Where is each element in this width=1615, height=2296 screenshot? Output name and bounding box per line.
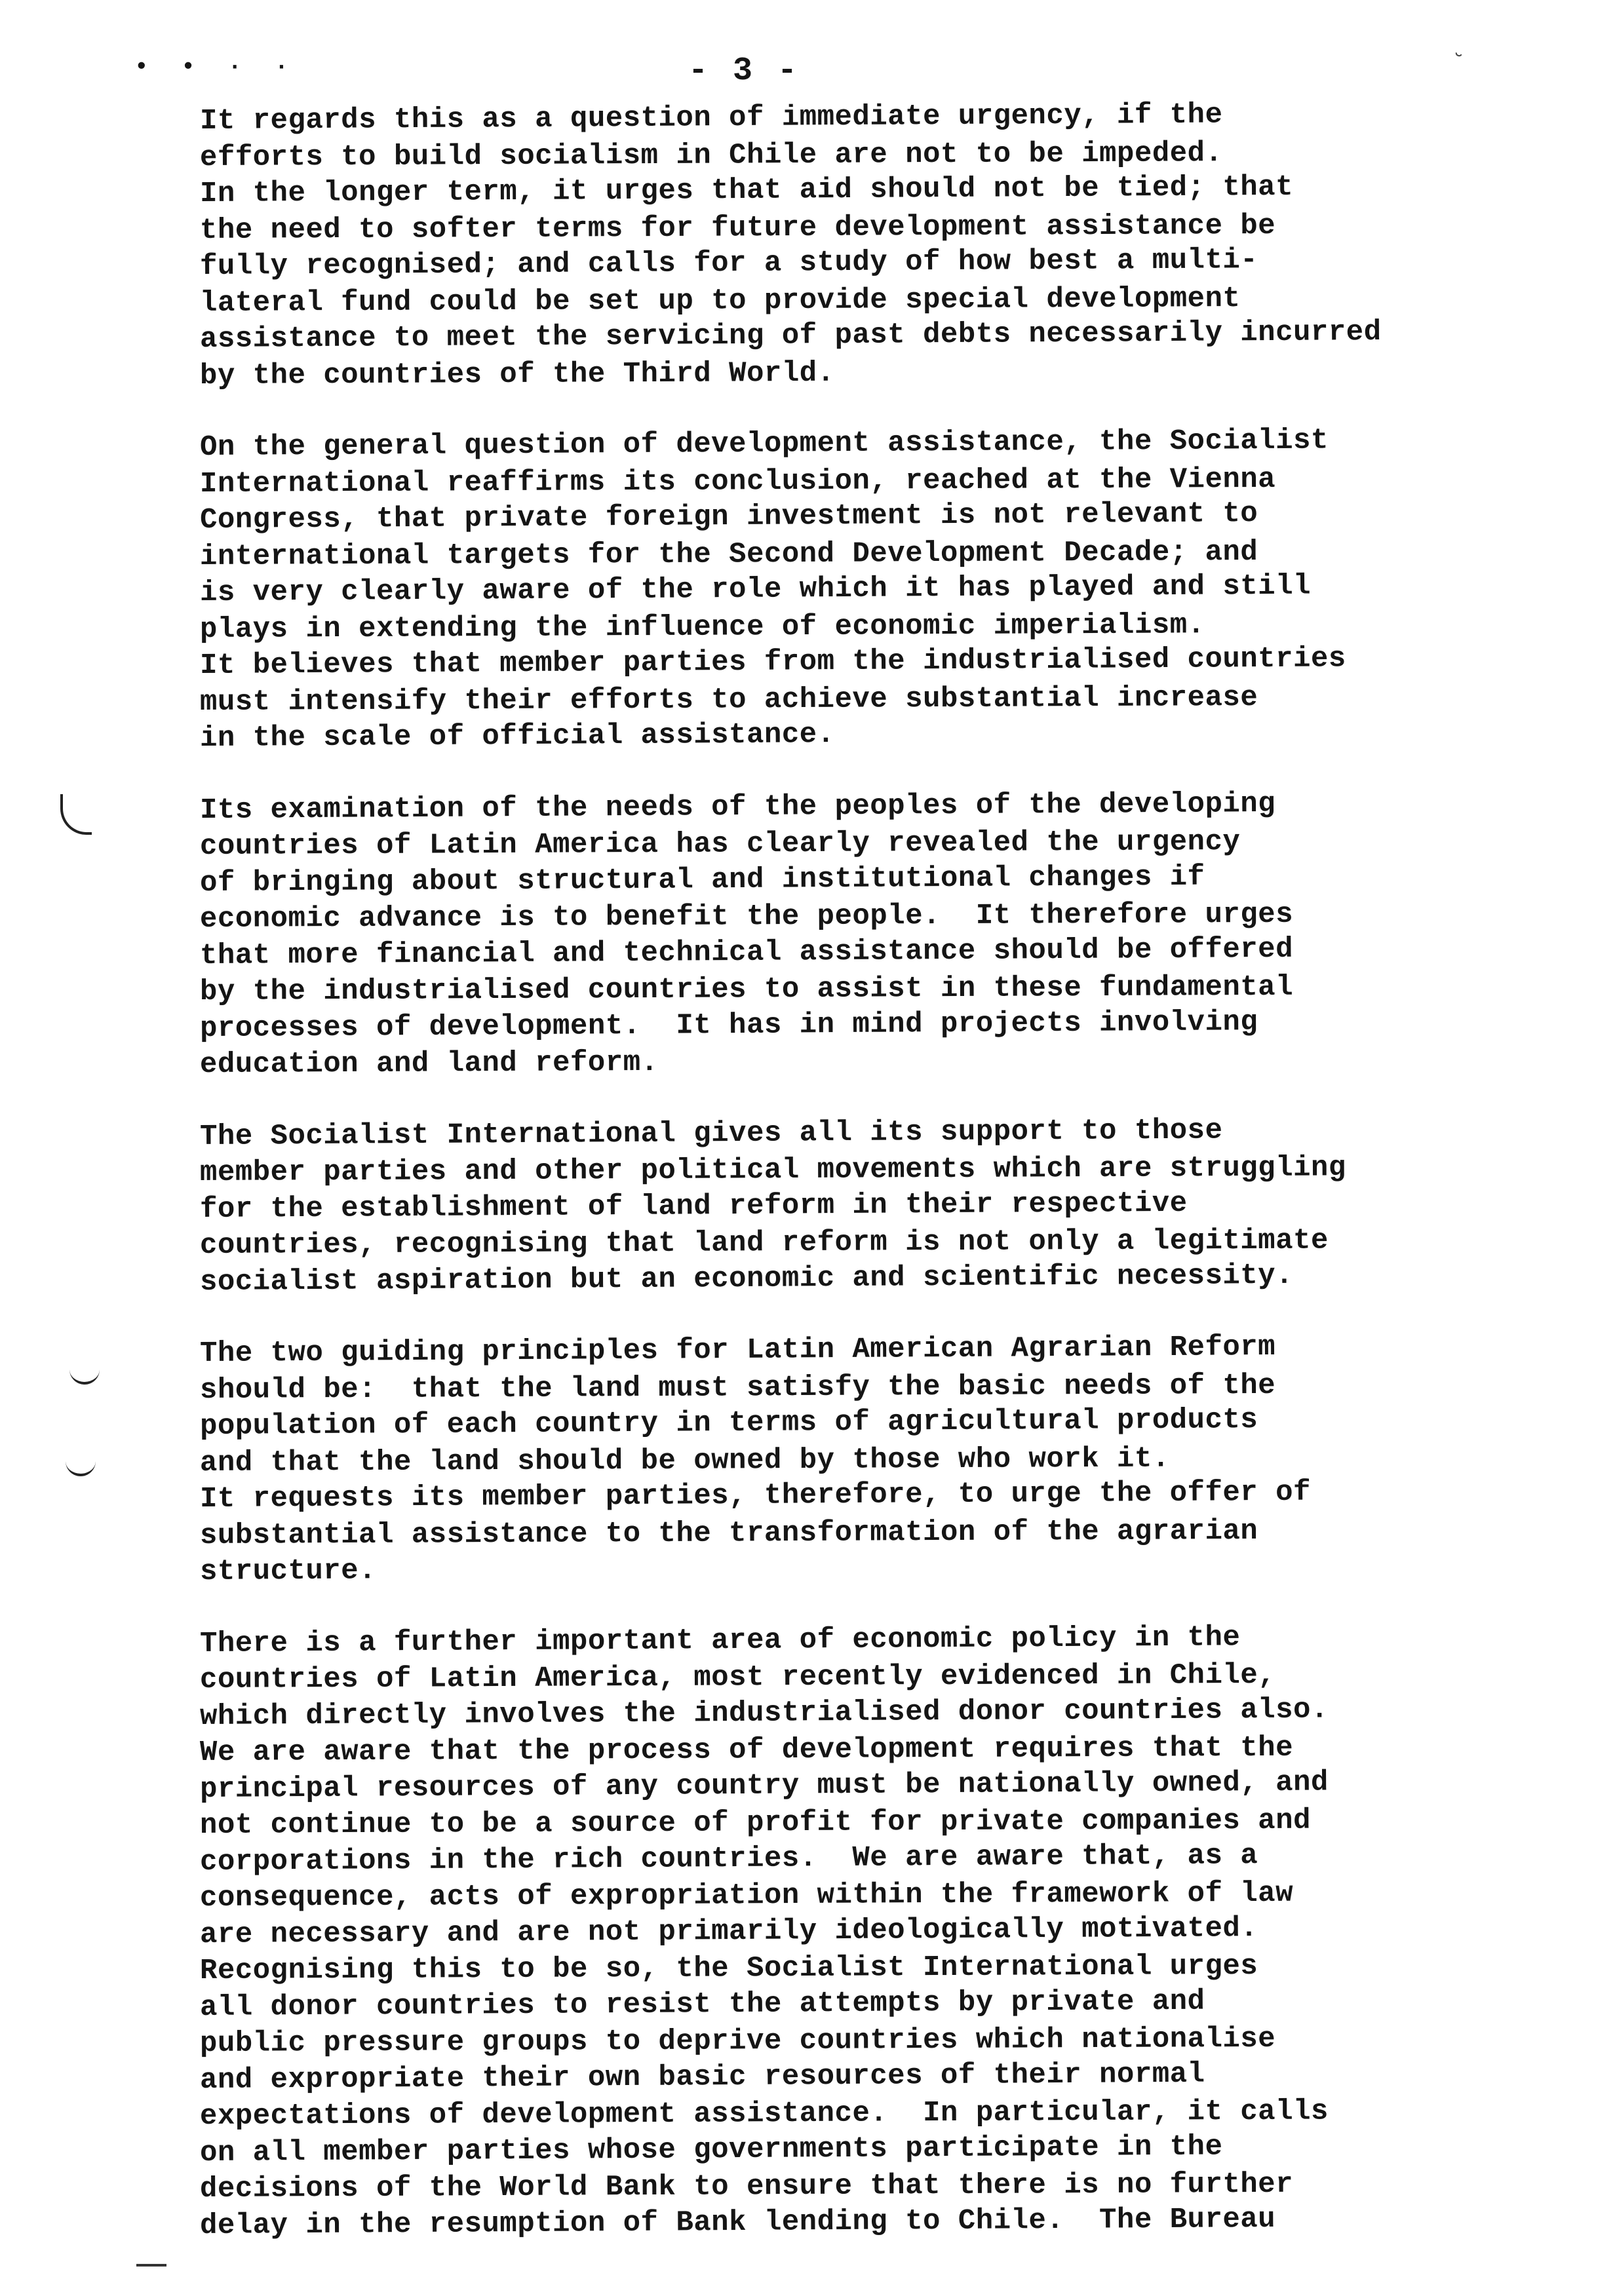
text-line: It requests its member parties, therefore, to urge the offer of (199, 1476, 1312, 1516)
text-line: and that the land should be owned by those who work it. (199, 1442, 1170, 1480)
paragraph-3 (199, 787, 1517, 1084)
text-line: education and land reform. (199, 1046, 659, 1081)
paragraph-4 (199, 1113, 1517, 1301)
text-line: expectations of development assistance. In particular, it calls (199, 2095, 1329, 2133)
text-line: that more financial and technical assistance should be offered (199, 932, 1294, 972)
text-line: by the countries of the Third World. (199, 356, 835, 392)
text-line: The Socialist International gives all its support to those (199, 1113, 1223, 1153)
text-line: for the establishment of land reform in their respective (199, 1187, 1188, 1226)
text-line: are necessary and are not primarily ideologically motivated. (199, 1911, 1258, 1951)
text-line: the need to softer terms for future development assistance be (199, 209, 1276, 247)
text-line: assistance to meet the servicing of past debts necessarily incurred (199, 315, 1382, 356)
margin-curve-mark (66, 1458, 96, 1476)
text-line: structure. (199, 1554, 377, 1588)
body-text (199, 98, 1517, 2280)
text-line: In the longer term, it urges that aid should not be tied; that (199, 170, 1294, 210)
text-line: plays in extending the influence of economic imperialism. (199, 608, 1205, 646)
text-line: is very clearly aware of the role which it has played and still (199, 569, 1312, 609)
text-line: should be: that the land must satisfy the basic needs of the (199, 1369, 1276, 1407)
margin-curve-mark (69, 1366, 100, 1385)
text-line: public pressure groups to deprive countries which nationalise (199, 2022, 1276, 2060)
corner-dots-mark: • • · · (134, 54, 298, 81)
page-number: - 3 - (688, 52, 800, 90)
text-line: We are aware that the process of development requires that the (199, 1731, 1294, 1769)
text-line: It regards this as a question of immediate urgency, if the (199, 98, 1223, 138)
text-line: and expropriate their own basic resources of their normal (199, 2057, 1205, 2097)
text-line: principal resources of any country must be nationally owned, and (199, 1765, 1329, 1806)
text-line: There is a further important area of economic policy in the (199, 1620, 1241, 1660)
text-line: by the industrialised countries to assist in these fundamental (199, 970, 1294, 1008)
text-line: Congress, that private foreign investment is not relevant to (199, 497, 1258, 537)
text-line: fully recognised; and calls for a study of how best a multi- (199, 244, 1258, 283)
text-line: decisions of the World Bank to ensure that there is no further (199, 2168, 1294, 2206)
text-line: countries, recognising that land reform is not only a legitimate (199, 1224, 1329, 1262)
text-line: substantial assistance to the transformation of the agrarian (199, 1514, 1258, 1552)
text-line: Its examination of the needs of the peoples of the developing (199, 787, 1276, 827)
text-line: On the general question of development assistance, the Socialist (199, 424, 1329, 464)
text-line: socialist aspiration but an economic and scientific necessity. (199, 1259, 1294, 1299)
paragraph-5 (199, 1330, 1517, 1591)
text-line: which directly involves the industrialised donor countries also. (199, 1693, 1329, 1733)
text-line: It believes that member parties from the industrialised countries (199, 642, 1346, 682)
text-line: lateral fund could be set up to provide special development (199, 282, 1241, 320)
text-line: population of each country in terms of agricultural products (199, 1404, 1258, 1443)
paragraph-1 (199, 98, 1517, 394)
text-line: consequence, acts of expropriation within the framework of law (199, 1877, 1294, 1915)
text-line: member parties and other political movements which are struggling (199, 1151, 1346, 1189)
paragraph-6 (199, 1620, 1517, 2245)
text-line: must intensify their efforts to achieve substantial increase (199, 681, 1258, 719)
corner-tick-mark: ˘ (1445, 49, 1466, 78)
text-line: economic advance is to benefit the people. It therefore urges (199, 898, 1294, 936)
text-line: in the scale of official assistance. (199, 718, 835, 755)
text-line: countries of Latin America, most recently evidenced in Chile, (199, 1658, 1276, 1696)
footer-dash-mark (136, 2264, 166, 2267)
text-line: The two guiding principles for Latin American Agrarian Reform (199, 1330, 1276, 1370)
text-line: of bringing about structural and institutional changes if (199, 860, 1205, 900)
margin-bracket-mark (60, 794, 92, 835)
text-line: on all member parties whose governments participate in the (199, 2130, 1223, 2170)
text-line: corporations in the rich countries. We are aware that, as a (199, 1839, 1258, 1879)
paragraph-2 (199, 424, 1517, 757)
text-line: delay in the resumption of Bank lending to Chile. The Bureau (199, 2202, 1276, 2242)
text-line: international targets for the Second Development Decade; and (199, 535, 1258, 573)
text-line: Recognising this to be so, the Socialist International urges (199, 1949, 1258, 1987)
text-line: processes of development. It has in mind projects involving (199, 1005, 1258, 1045)
text-line: efforts to build socialism in Chile are not to be impeded. (199, 136, 1223, 174)
text-line: all donor countries to resist the attempts by private and (199, 1985, 1205, 2024)
text-line: not continue to be a source of profit for private companies and (199, 1804, 1312, 1842)
text-line: International reaffirms its conclusion, reached at the Vienna (199, 463, 1276, 501)
text-line: countries of Latin America has clearly revealed the urgency (199, 826, 1241, 863)
